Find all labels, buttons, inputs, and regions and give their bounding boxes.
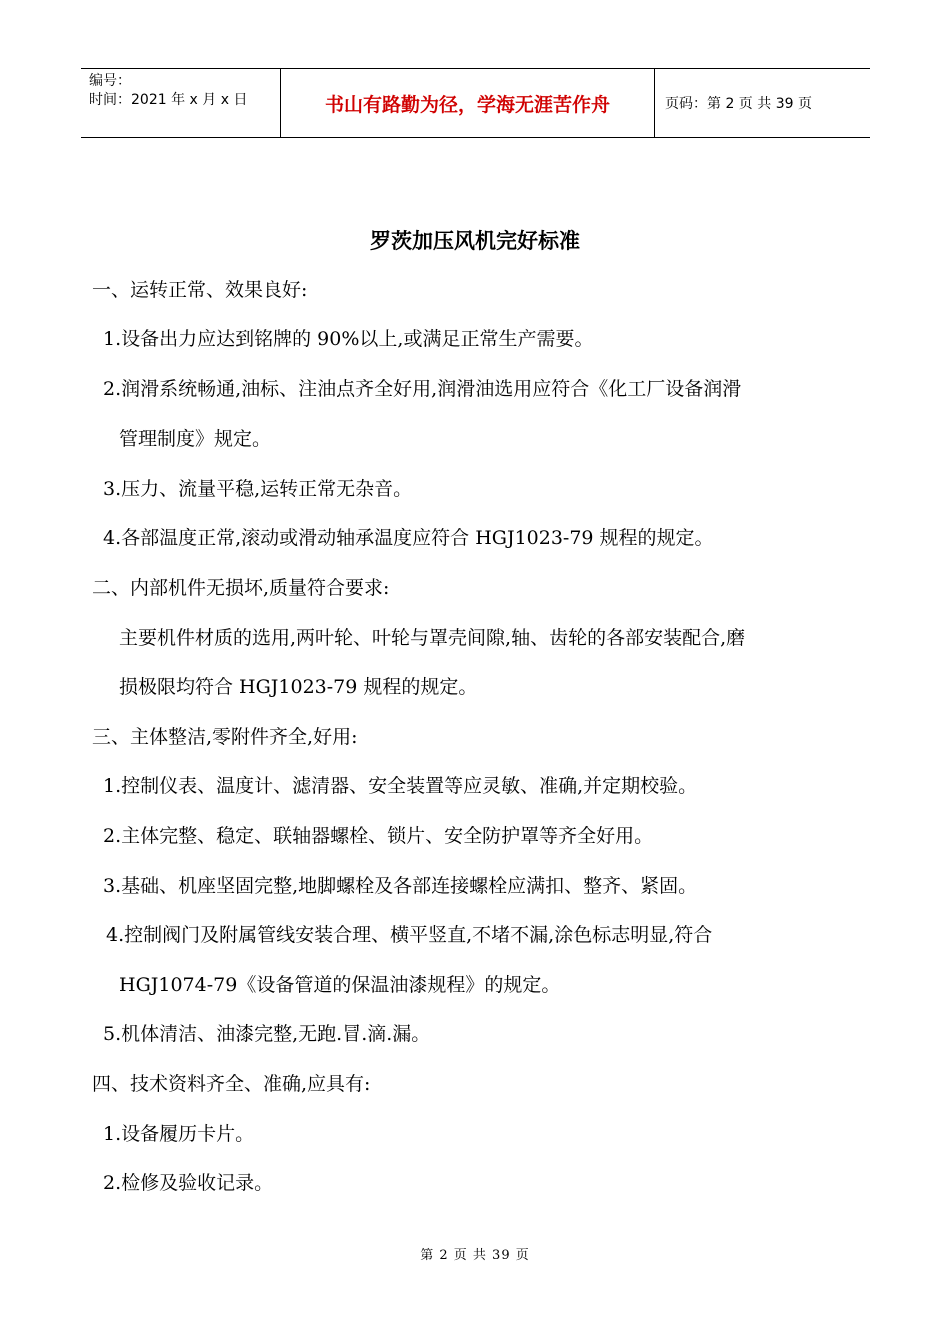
section-heading: 二、内部机件无损坏,质量符合要求: (92, 577, 390, 599)
paragraph-line: 2.润滑系统畅通,油标、注油点齐全好用,润滑油选用应符合《化工厂设备润滑 (103, 378, 742, 400)
paragraph-line: 1.设备履历卡片。 (103, 1123, 255, 1145)
paragraph-line: 1.控制仪表、温度计、滤清器、安全装置等应灵敏、准确,并定期校验。 (103, 775, 698, 797)
paragraph-line: 损极限均符合 HGJ1023-79 规程的规定。 (119, 676, 478, 698)
paragraph-line: HGJ1074-79《设备管道的保温油漆规程》的规定。 (119, 974, 561, 996)
paragraph-line: 3.压力、流量平稳,运转正常无杂音。 (103, 478, 413, 500)
page-footer: 第 2 页 共 39 页 (420, 1248, 530, 1263)
section-heading: 三、主体整洁,零附件齐全,好用: (92, 726, 358, 748)
section-heading: 一、运转正常、效果良好: (92, 279, 308, 301)
paragraph-line: 主要机件材质的选用,两叶轮、叶轮与罩壳间隙,轴、齿轮的各部安装配合,磨 (119, 627, 746, 649)
header-page-info: 页码：第 2 页 共 39 页 (665, 96, 812, 112)
paragraph-line: 1.设备出力应达到铭牌的 90%以上,或满足正常生产需要。 (103, 328, 594, 350)
document-title: 罗茨加压风机完好标准 (370, 229, 580, 253)
paragraph-line: 4.各部温度正常,滚动或滑动轴承温度应符合 HGJ1023-79 规程的规定。 (103, 527, 714, 549)
number-label: 编号： (89, 73, 131, 89)
paragraph-line: 5.机体清洁、油漆完整,无跑.冒.滴.漏。 (103, 1023, 431, 1045)
header-left-cell (81, 69, 281, 137)
time-label: 时间：2021 年 x 月 x 日 (89, 92, 248, 108)
page-header (81, 68, 870, 138)
paragraph-line: 3.基础、机座坚固完整,地脚螺栓及各部连接螺栓应满扣、整齐、紧固。 (103, 875, 698, 897)
header-motto: 书山有路勤为径，学海无涯苦作舟 (281, 69, 655, 137)
paragraph-line: 2.主体完整、稳定、联轴器螺栓、锁片、安全防护罩等齐全好用。 (103, 825, 654, 847)
paragraph-line: 管理制度》规定。 (119, 428, 272, 450)
paragraph-line: 2.检修及验收记录。 (103, 1172, 274, 1194)
section-heading: 四、技术资料齐全、准确,应具有: (92, 1073, 371, 1095)
paragraph-line: 4.控制阀门及附属管线安装合理、横平竖直,不堵不漏,涂色标志明显,符合 (106, 924, 713, 946)
